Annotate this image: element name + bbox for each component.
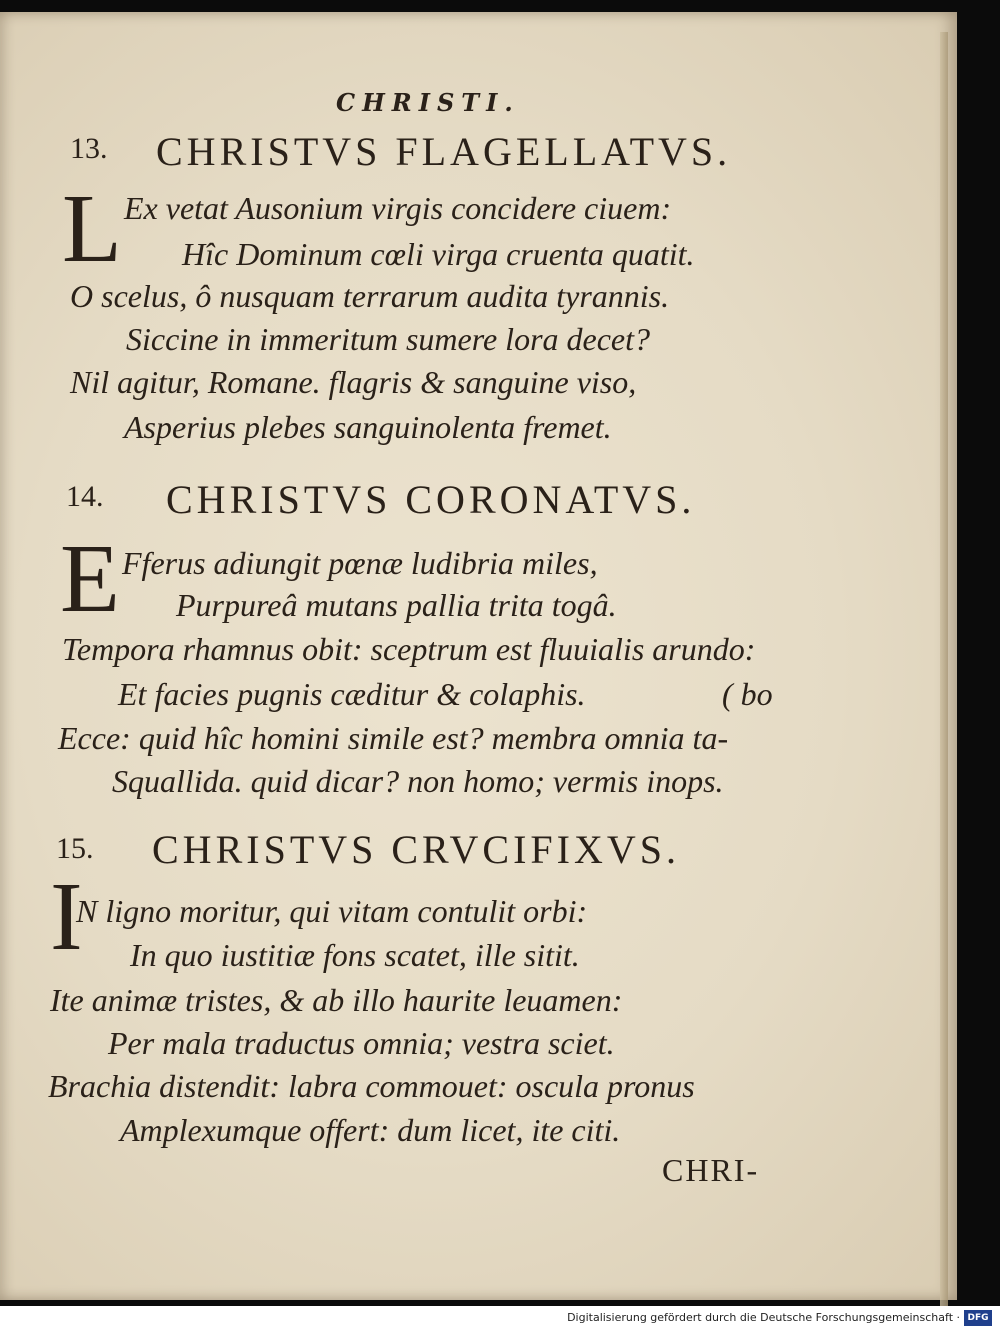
section-title: CHRISTVS FLAGELLATVS.: [156, 129, 732, 174]
page-edge: [940, 32, 948, 1312]
verse-line: O scelus, ô nusquam terrarum audita tyrannis.: [70, 278, 670, 314]
verse-line: Per mala traductus omnia; vestra sciet.: [108, 1025, 615, 1061]
verse-line: N ligno moritur, qui vitam contulit orbi:: [76, 893, 588, 929]
section-title: CHRISTVS CRVCIFIXVS.: [152, 827, 681, 872]
verse-line: Asperius plebes sanguinolenta fremet.: [124, 409, 612, 445]
verse-line: Amplexumque offert: dum licet, ite citi.: [120, 1112, 621, 1148]
verse-line: Brachia distendit: labra commouet: oscula pronus: [48, 1068, 695, 1104]
verse-line: Tempora rhamnus obit: sceptrum est fluuialis arundo:: [62, 631, 756, 667]
verse-line: Squallida. quid dicar? non homo; vermis inops.: [112, 763, 724, 799]
drop-cap: I: [50, 863, 83, 971]
section-title: CHRISTVS CORONATVS.: [166, 477, 696, 522]
catchword: CHRI-: [662, 1152, 760, 1188]
margin-note: ( bo: [722, 676, 773, 712]
verse-line: Purpureâ mutans pallia trita togâ.: [176, 587, 617, 623]
verse-line: Ex vetat Ausonium virgis concidere ciuem:: [124, 190, 672, 226]
verse-line: Et facies pugnis cæditur & colaphis.: [118, 676, 586, 712]
verse-line: In quo iustitiæ fons scatet, ille sitit.: [130, 937, 580, 973]
verse-line: Nil agitur, Romane. flagris & sanguine viso,: [70, 364, 637, 400]
section-number: 13.: [70, 132, 108, 165]
verse-line: Siccine in immeritum sumere lora decet?: [126, 321, 651, 357]
running-head: CHRISTI.: [336, 88, 520, 117]
drop-cap: E: [60, 525, 120, 633]
verse-line: Hîc Dominum cœli virga cruenta quatit.: [182, 236, 695, 272]
section-number: 14.: [66, 480, 104, 513]
section-number: 15.: [56, 832, 94, 865]
verse-line: Fferus adiungit pœnæ ludibria miles,: [122, 545, 598, 581]
footer-credit: Digitalisierung gefördert durch die Deutsche Forschungsgemeinschaft ·: [567, 1311, 960, 1324]
drop-cap: L: [62, 175, 122, 283]
verse-line: Ite animæ tristes, & ab illo haurite leuamen:: [50, 982, 623, 1018]
dfg-logo: DFG: [964, 1310, 992, 1326]
verse-line: Ecce: quid hîc homini simile est? membra omnia ta-: [58, 720, 729, 756]
